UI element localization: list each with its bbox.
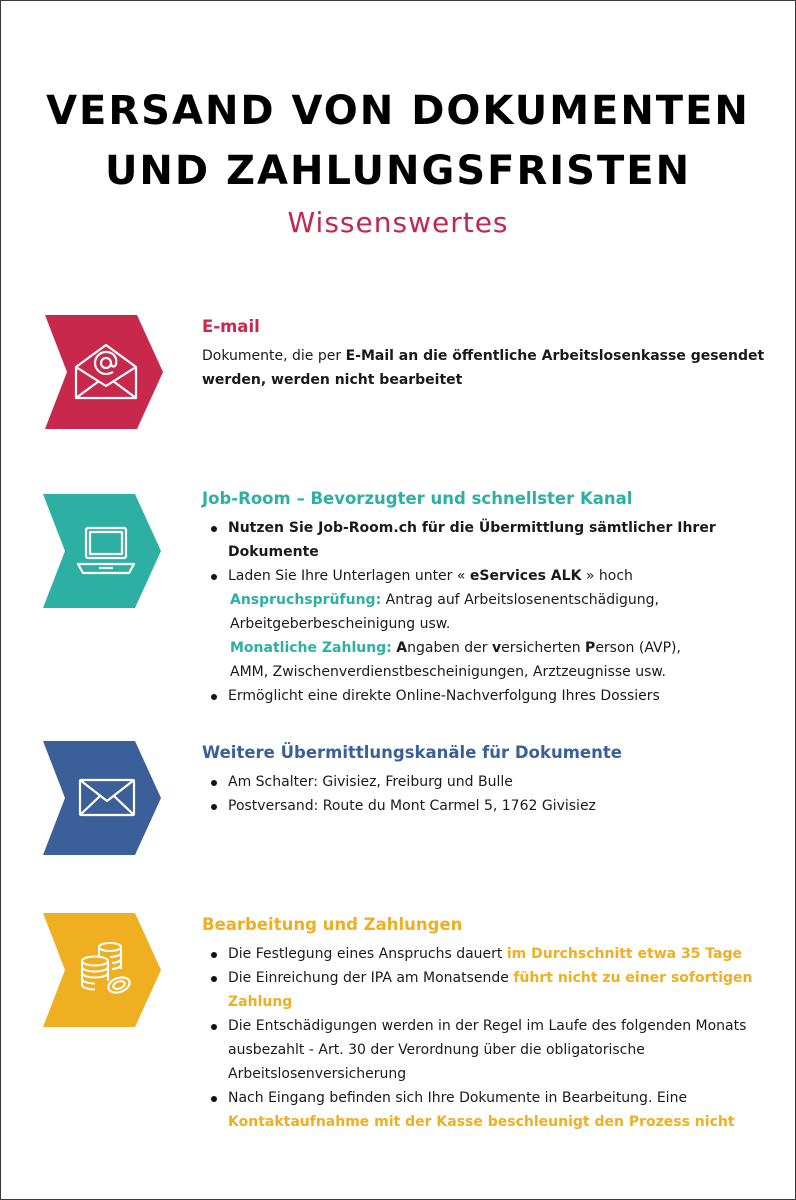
- list-subitem: [202, 636, 782, 660]
- monthly-t2: ersicherten: [501, 640, 586, 656]
- channels-section: [202, 740, 782, 818]
- channels-item-1: Am Schalter: Givisiez, Freiburg und Bulle: [228, 774, 513, 790]
- jobroom-heading: Job-Room – Bevorzugter und schnellster Kanal: [202, 489, 633, 508]
- list-subitem: [202, 660, 782, 684]
- payments-section: [202, 912, 782, 1134]
- monthly-a: A: [396, 640, 408, 656]
- list-item: [202, 1014, 782, 1086]
- email-text-plain: Dokumente, die per: [202, 348, 346, 364]
- payments-heading: Bearbeitung und Zahlungen: [202, 915, 463, 934]
- monthly-text-2: AMM, Zwischenverdienstbescheinigungen, Arztzeugnisse usw.: [230, 664, 666, 680]
- channels-badge: [43, 741, 161, 855]
- monthly-t3: erson (AVP),: [595, 640, 681, 656]
- payments-item-2-pre: Die Einreichung der IPA am Monatsende: [228, 970, 514, 986]
- page-title: [1, 81, 795, 201]
- claim-label: Anspruchsprüfung:: [230, 592, 382, 608]
- payments-item-4-highlight: Kontaktaufnahme mit der Kasse beschleunigt den Prozess nicht: [228, 1114, 735, 1130]
- jobroom-item-1: Nutzen Sie Job-Room.ch für die Übermittlung sämtlicher Ihrer Dokumente: [228, 520, 716, 560]
- channels-item-2: Postversand: Route du Mont Carmel 5, 1762 Givisiez: [228, 798, 596, 814]
- monthly-v: v: [491, 640, 502, 656]
- claim-text: Antrag auf Arbeitslosenentschädigung,: [381, 592, 659, 608]
- list-subitem: [202, 588, 782, 612]
- channels-list: [202, 770, 782, 818]
- list-item: [202, 966, 782, 1014]
- title-line-2: UND ZAHLUNGSFRISTEN: [104, 148, 692, 194]
- jobroom-item-2-pre: Laden Sie Ihre Unterlagen unter «: [228, 568, 470, 584]
- jobroom-list: [202, 516, 782, 708]
- payments-item-4-pre: Nach Eingang befinden sich Ihre Dokumente in Bearbeitung. Eine: [228, 1090, 688, 1106]
- email-heading: E-mail: [202, 317, 260, 336]
- page-subtitle: Wissenswertes: [287, 206, 509, 239]
- list-item: [202, 794, 782, 818]
- title-line-1: VERSAND VON DOKUMENTEN: [46, 88, 750, 134]
- payments-item-3: Die Entschädigungen werden in der Regel im Laufe des folgenden Monats ausbezahlt - Art. 30 der Verordnung über die obligatorische Arbeitslosenversicherung: [228, 1018, 747, 1082]
- list-item: [202, 1086, 782, 1134]
- email-text: [202, 344, 782, 392]
- list-subitem: [202, 612, 782, 636]
- jobroom-section: [202, 486, 782, 708]
- payments-item-1-pre: Die Festlegung eines Anspruchs dauert: [228, 946, 507, 962]
- channels-heading: Weitere Übermittlungskanäle für Dokumente: [202, 743, 622, 762]
- list-item: [202, 942, 782, 966]
- jobroom-item-2-post: » hoch: [581, 568, 633, 584]
- payments-item-1-highlight: im Durchschnitt etwa 35 Tage: [506, 946, 743, 962]
- list-item: [202, 516, 782, 564]
- list-item: [202, 770, 782, 794]
- eservices-label: eServices ALK: [469, 568, 582, 584]
- email-section: [202, 314, 782, 392]
- payments-item-2-highlight: führt nicht zu einer sofortigen Zahlung: [228, 970, 753, 1010]
- jobroom-badge: [43, 494, 161, 608]
- monthly-label: Monatliche Zahlung:: [230, 640, 392, 656]
- payments-list: [202, 942, 782, 1134]
- payments-badge: [43, 913, 161, 1027]
- claim-text-2: Arbeitgeberbescheinigung usw.: [230, 616, 451, 632]
- monthly-t1: ngaben der: [407, 640, 492, 656]
- jobroom-item-3: Ermöglicht eine direkte Online-Nachverfolgung Ihres Dossiers: [228, 688, 660, 704]
- email-badge: [45, 315, 163, 429]
- email-text-bold: E-Mail an die öffentliche Arbeitslosenkasse gesendet werden, werden nicht bearbeitet: [202, 348, 765, 388]
- monthly-p: P: [585, 640, 596, 656]
- list-item: [202, 564, 782, 588]
- list-item: [202, 684, 782, 708]
